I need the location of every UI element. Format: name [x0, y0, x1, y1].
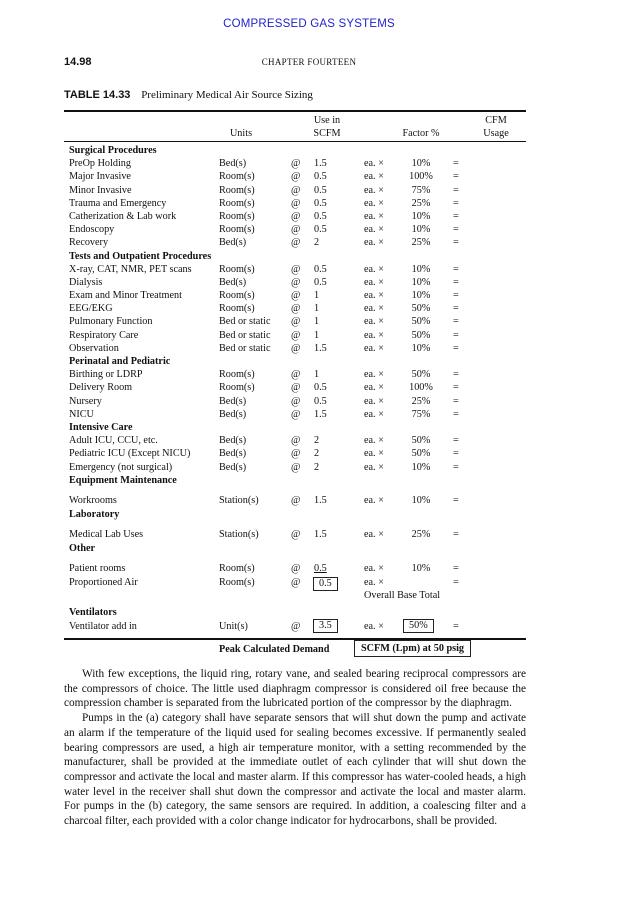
row-units: Station(s) — [219, 494, 259, 506]
row-ea: ea. × — [364, 263, 384, 275]
row-value: 2 — [314, 448, 320, 460]
row-factor: 10% — [411, 276, 431, 288]
row-factor: 25% — [411, 237, 431, 249]
row-factor: 10% — [411, 494, 431, 506]
table-row — [64, 461, 526, 474]
section-label: Perinatal and Pediatric — [69, 356, 171, 367]
running-header: COMPRESSED GAS SYSTEMS — [223, 18, 395, 30]
table-row — [64, 197, 526, 210]
row-label: PreOp Holding — [69, 158, 131, 170]
table-row — [64, 170, 526, 183]
row-ea: ea. × — [364, 395, 384, 407]
table-number: TABLE 14.33 — [64, 89, 131, 101]
row-equals: = — [453, 448, 459, 460]
row-at: @ — [291, 563, 301, 575]
row-at: @ — [291, 224, 301, 236]
peak-demand-box: SCFM (Lpm) at 50 psig — [354, 640, 471, 657]
row-at: @ — [291, 171, 301, 183]
table-bottom-rule — [64, 638, 526, 640]
section-label: Intensive Care — [69, 421, 133, 433]
row-factor: 10% — [411, 290, 431, 302]
row-label: Respiratory Care — [69, 329, 139, 341]
row-equals: = — [453, 303, 459, 315]
row-ea: ea. × — [364, 303, 384, 315]
section-row — [64, 606, 526, 619]
row-ea: ea. × — [364, 529, 384, 541]
row-ea: ea. × — [364, 184, 384, 196]
row-value: 1.5 — [314, 158, 327, 170]
row-ea: ea. × — [364, 620, 384, 632]
row-factor: 10% — [411, 263, 431, 275]
row-equals: = — [453, 237, 459, 249]
row-factor: 25% — [411, 395, 431, 407]
row-value: 0.5 — [314, 382, 327, 394]
row-equals: = — [453, 577, 459, 589]
row-value: 0.5 — [314, 171, 327, 183]
row-factor: 10% — [411, 563, 431, 575]
row-at: @ — [291, 435, 301, 447]
table-row — [64, 263, 526, 276]
section-label: Other — [69, 543, 96, 555]
row-units: Bed(s) — [219, 158, 247, 170]
row-value: 2 — [314, 461, 320, 473]
row-factor: 100% — [409, 382, 433, 394]
table-row — [64, 493, 526, 508]
row-units: Room(s) — [219, 197, 255, 209]
row-units: Bed(s) — [219, 408, 247, 420]
paragraph: With few exceptions, the liquid ring, rotary vane, and sealed bearing reciprocal compressors are the compressors of choice. The little used diaphragm compressor is considered oil free because the compression chamber is separated from the lubricated portion of the compressor by the diaphragm. — [64, 668, 526, 710]
row-label: Trauma and Emergency — [69, 197, 167, 209]
row-at: @ — [291, 210, 301, 222]
row-equals: = — [453, 171, 459, 183]
row-ea: ea. × — [364, 171, 384, 183]
table-header — [64, 113, 526, 141]
row-label: Delivery Room — [69, 382, 133, 394]
row-ea: ea. × — [364, 494, 384, 506]
row-factor: 50% — [411, 303, 431, 315]
row-units: Unit(s) — [219, 620, 248, 632]
section-row — [64, 421, 526, 434]
row-factor: 50% — [411, 329, 431, 341]
row-units: Room(s) — [219, 224, 255, 236]
table-row — [64, 395, 526, 408]
row-units: Bed or static — [219, 316, 271, 328]
row-label: Ventilator add in — [69, 620, 137, 632]
row-label: Observation — [69, 342, 119, 354]
row-equals: = — [453, 158, 459, 170]
table-row — [64, 381, 526, 394]
row-units: Bed or static — [219, 329, 271, 341]
row-at: @ — [291, 276, 301, 288]
section-row — [64, 250, 526, 263]
row-equals: = — [453, 316, 459, 328]
row-units: Bed(s) — [219, 276, 247, 288]
header-usage: Usage — [483, 128, 509, 139]
row-at: @ — [291, 461, 301, 473]
row-factor: 10% — [411, 224, 431, 236]
table-row — [64, 329, 526, 342]
row-factor: 75% — [411, 408, 431, 420]
header-factor: Factor % — [402, 128, 440, 139]
row-factor: 50% — [411, 448, 431, 460]
header-units: Units — [229, 128, 253, 139]
row-ea: ea. × — [364, 448, 384, 460]
section-row — [64, 474, 526, 487]
table-row — [64, 434, 526, 447]
table-row — [64, 236, 526, 249]
row-at: @ — [291, 184, 301, 196]
row-factor: 10% — [411, 342, 431, 354]
row-ea: ea. × — [364, 408, 384, 420]
row-units: Room(s) — [219, 263, 255, 275]
table-row — [64, 342, 526, 355]
row-value-box: 3.5 — [313, 619, 338, 633]
row-label: Proportioned Air — [69, 577, 138, 589]
row-label: Minor Invasive — [69, 184, 132, 196]
row-at: @ — [291, 197, 301, 209]
row-at: @ — [291, 342, 301, 354]
row-at: @ — [291, 494, 301, 506]
row-equals: = — [453, 197, 459, 209]
medical-air-table — [64, 113, 526, 665]
row-value: 1 — [314, 329, 320, 341]
row-value: 2 — [314, 435, 320, 447]
row-at: @ — [291, 158, 301, 170]
row-equals: = — [453, 494, 459, 506]
row-label: NICU — [69, 408, 94, 420]
row-at: @ — [291, 577, 301, 589]
row-units: Bed(s) — [219, 435, 247, 447]
row-units: Bed(s) — [219, 395, 247, 407]
row-equals: = — [453, 382, 459, 394]
row-value: 1 — [314, 369, 320, 381]
row-factor: 50% — [411, 435, 431, 447]
table-row — [64, 276, 526, 289]
row-equals: = — [453, 435, 459, 447]
row-equals: = — [453, 184, 459, 196]
row-at: @ — [291, 290, 301, 302]
row-label: Patient rooms — [69, 563, 126, 575]
section-row — [64, 144, 526, 157]
overall-total-label: Overall Base Total — [364, 590, 441, 602]
row-equals: = — [453, 276, 459, 288]
overall-total-row — [64, 589, 526, 602]
table-row — [64, 157, 526, 170]
row-value: 2 — [314, 237, 320, 249]
row-units: Room(s) — [219, 184, 255, 196]
row-value: 0.5 — [314, 395, 327, 407]
row-units: Room(s) — [219, 210, 255, 222]
row-value: 0.5 — [314, 210, 327, 222]
row-equals: = — [453, 342, 459, 354]
section-label: Ventilators — [69, 606, 117, 618]
row-at: @ — [291, 620, 301, 632]
row-factor: 25% — [411, 529, 431, 541]
row-at: @ — [291, 303, 301, 315]
peak-demand-row — [64, 639, 526, 665]
section-row — [64, 542, 526, 555]
row-value: 0.5 — [314, 197, 327, 209]
row-value: 1 — [314, 290, 320, 302]
row-label: Pulmonary Function — [69, 316, 153, 328]
row-value: 1.5 — [314, 529, 327, 541]
header-use-in: Use in — [313, 115, 341, 126]
row-equals: = — [453, 263, 459, 275]
row-ea: ea. × — [364, 369, 384, 381]
row-factor: 25% — [411, 197, 431, 209]
row-ea: ea. × — [364, 342, 384, 354]
row-units: Room(s) — [219, 563, 255, 575]
row-ea: ea. × — [364, 197, 384, 209]
table-row — [64, 315, 526, 328]
row-equals: = — [453, 529, 459, 541]
section-label: Laboratory — [69, 508, 120, 520]
section-label: Surgical Procedures — [69, 145, 157, 156]
row-units: Room(s) — [219, 171, 255, 183]
row-label: X-ray, CAT, NMR, PET scans — [69, 263, 192, 275]
row-at: @ — [291, 329, 301, 341]
row-equals: = — [453, 620, 459, 632]
row-value: 1 — [314, 303, 320, 315]
section-row — [64, 355, 526, 368]
table-row — [64, 223, 526, 236]
row-ea: ea. × — [364, 435, 384, 447]
row-units: Bed(s) — [219, 461, 247, 473]
row-label: Dialysis — [69, 276, 103, 288]
row-label: Medical Lab Uses — [69, 529, 144, 541]
row-ea: ea. × — [364, 329, 384, 341]
peak-demand-label: Peak Calculated Demand — [219, 643, 330, 655]
header-rule — [64, 141, 526, 142]
row-label: Nursery — [69, 395, 102, 407]
section-label: Tests and Outpatient Procedures — [69, 250, 212, 262]
row-value: 0.5 — [314, 563, 327, 575]
table-row — [64, 561, 526, 576]
row-units: Room(s) — [219, 577, 255, 589]
row-at: @ — [291, 408, 301, 420]
row-at: @ — [291, 263, 301, 275]
row-ea: ea. × — [364, 382, 384, 394]
table-row — [64, 408, 526, 421]
row-equals: = — [453, 395, 459, 407]
page-number: 14.98 — [64, 56, 92, 68]
row-equals: = — [453, 210, 459, 222]
row-units: Bed or static — [219, 342, 271, 354]
table-row — [64, 447, 526, 460]
row-factor: 75% — [411, 184, 431, 196]
row-at: @ — [291, 529, 301, 541]
row-value: 1.5 — [314, 342, 327, 354]
table-caption — [64, 89, 313, 101]
row-units: Bed(s) — [219, 448, 247, 460]
section-label: Equipment Maintenance — [69, 474, 177, 486]
row-ea: ea. × — [364, 290, 384, 302]
row-label: Exam and Minor Treatment — [69, 290, 182, 302]
row-label: Adult ICU, CCU, etc. — [69, 435, 158, 447]
table-title: Preliminary Medical Air Source Sizing — [141, 89, 313, 101]
table-row — [64, 368, 526, 381]
header-scfm: SCFM — [313, 128, 341, 139]
row-value: 0.5 — [313, 577, 338, 591]
row-value: 0.5 — [314, 263, 327, 275]
ventilator-row — [64, 619, 526, 635]
row-factor: 50% — [411, 369, 431, 381]
section-row — [64, 508, 526, 521]
row-value: 1.5 — [314, 494, 327, 506]
table-row — [64, 210, 526, 223]
row-value: 1 — [314, 316, 320, 328]
row-equals: = — [453, 329, 459, 341]
table-row — [64, 527, 526, 542]
row-ea: ea. × — [364, 563, 384, 575]
row-ea: ea. × — [364, 461, 384, 473]
row-units: Bed(s) — [219, 237, 247, 249]
chapter-title: CHAPTER FOURTEEN — [261, 57, 357, 67]
row-at: @ — [291, 382, 301, 394]
row-ea: ea. × — [364, 210, 384, 222]
table-row — [64, 289, 526, 302]
row-value: 0.5 — [314, 184, 327, 196]
row-label: EEG/EKG — [69, 303, 113, 315]
row-at: @ — [291, 316, 301, 328]
row-ea: ea. × — [364, 316, 384, 328]
row-at: @ — [291, 369, 301, 381]
row-equals: = — [453, 461, 459, 473]
row-factor: 10% — [411, 210, 431, 222]
row-value: 0.5 — [314, 224, 327, 236]
row-factor: 50% — [411, 316, 431, 328]
row-label: Pediatric ICU (Except NICU) — [69, 448, 191, 460]
row-at: @ — [291, 448, 301, 460]
row-ea: ea. × — [364, 237, 384, 249]
row-factor-box: 50% — [403, 619, 434, 633]
row-label: Major Invasive — [69, 171, 131, 183]
row-units: Room(s) — [219, 290, 255, 302]
row-factor: 10% — [411, 158, 431, 170]
row-equals: = — [453, 408, 459, 420]
row-equals: = — [453, 224, 459, 236]
row-ea: ea. × — [364, 577, 384, 589]
table-row — [64, 184, 526, 197]
row-units: Room(s) — [219, 382, 255, 394]
body-text — [64, 667, 526, 829]
table-body — [64, 144, 526, 589]
row-ea: ea. × — [364, 276, 384, 288]
row-at: @ — [291, 395, 301, 407]
row-label: Catherization & Lab work — [69, 210, 177, 222]
table-row — [64, 576, 526, 589]
row-value: 1.5 — [314, 408, 327, 420]
row-factor: 100% — [409, 171, 433, 183]
row-label: Endoscopy — [69, 224, 115, 236]
table-row — [64, 302, 526, 315]
row-factor: 10% — [411, 461, 431, 473]
row-equals: = — [453, 563, 459, 575]
row-units: Room(s) — [219, 369, 255, 381]
row-label: Emergency (not surgical) — [69, 461, 173, 473]
row-units: Room(s) — [219, 303, 255, 315]
row-value: 0.5 — [314, 276, 327, 288]
row-units: Station(s) — [219, 529, 259, 541]
row-ea: ea. × — [364, 224, 384, 236]
row-ea: ea. × — [364, 158, 384, 170]
row-label: Workrooms — [69, 494, 117, 506]
row-label: Birthing or LDRP — [69, 369, 143, 381]
header-cfm: CFM — [485, 115, 507, 126]
row-at: @ — [291, 237, 301, 249]
row-equals: = — [453, 369, 459, 381]
paragraph: Pumps in the (a) category shall have separate sensors that will shut down the pump and activate an alarm if the temperature of the liquid used for sealing becomes excessive. If permanently sealed bearing compressors are used, a high air temperature monitor, with a setting recommended by the manufacturer, shall be provided at the immediate outlet of each cylinder that will shut down the compressor and activate the local and master alarm. If this compressor has water-cooled heads, a high water level in the receiver shall shut down the compressor and activate the local and master alarm. For pumps in the (b) category, the same sensors are required. In addition, a coalescing filter and a charcoal filter, each provided with a color change indicator for hydrocarbons, shall be provided. — [64, 712, 526, 828]
row-label: Recovery — [69, 237, 109, 249]
row-equals: = — [453, 290, 459, 302]
table-top-rule — [64, 110, 526, 112]
